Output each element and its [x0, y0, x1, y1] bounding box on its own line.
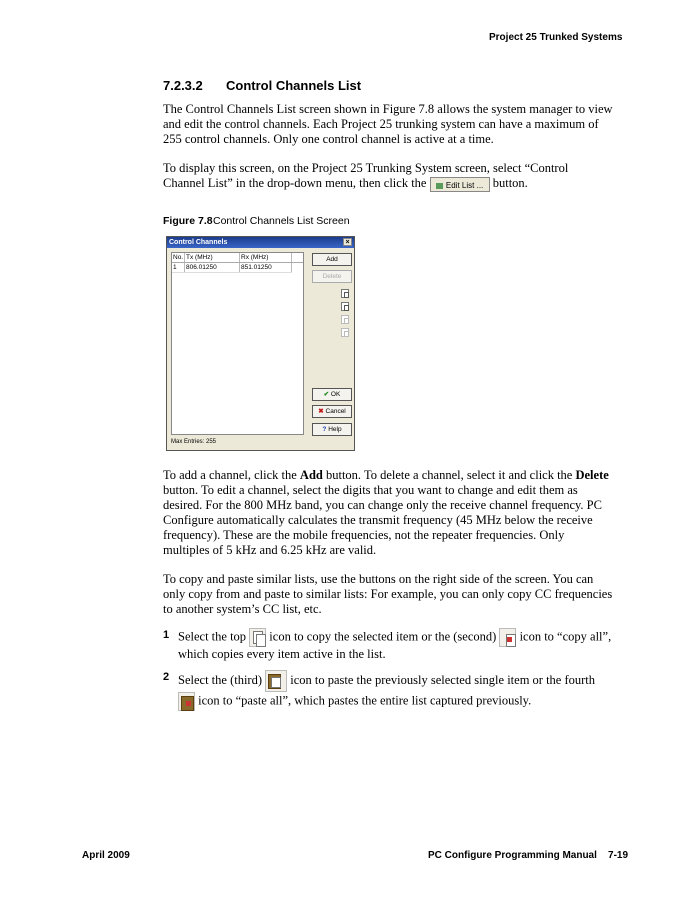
ok-button[interactable]	[312, 388, 352, 401]
delete-button[interactable]: Delete	[312, 270, 352, 283]
paste-all-icon[interactable]	[341, 328, 349, 337]
paste-icon[interactable]	[341, 315, 349, 324]
footer-page-number: 7-19	[608, 850, 629, 861]
paste-all-icon	[178, 692, 195, 711]
item1-text-a: Select the top	[178, 629, 247, 644]
list-header	[172, 253, 303, 263]
list-number: 2	[163, 671, 170, 683]
figure-caption	[163, 215, 350, 227]
list-item	[163, 670, 613, 711]
cell-tx[interactable]: 806.01250	[185, 263, 240, 272]
check-icon: ✔	[323, 391, 330, 398]
edit-list-icon	[436, 183, 443, 189]
dialog-titlebar	[167, 237, 354, 248]
paragraph-display	[163, 161, 613, 192]
item1-text-c: icon to “copy all”, which copies every item active in the list.	[178, 629, 612, 661]
p3-delete: Delete	[575, 468, 609, 482]
list-number: 1	[163, 629, 170, 641]
p3-text-c: button. To edit a channel, select the digits that you want to change and edit them as desired. For the 800 MHz band, you can change only the receive channel frequency. PC Configure automatically calculates the transmit frequency (45 MHz below the receive frequency). These are the mobile frequencies, not the repeater frequencies. Only multiples of 5 kHz and 6.25 kHz are valid.	[163, 483, 602, 557]
copy-icon[interactable]	[341, 289, 349, 298]
item2-text-a: Select the (third)	[178, 672, 262, 687]
paragraph-display-end: button.	[492, 176, 528, 190]
help-button[interactable]	[312, 423, 352, 436]
paragraph-add-delete	[163, 468, 613, 558]
column-header-no[interactable]: No.	[173, 254, 184, 261]
paragraph-intro: The Control Channels List screen shown in Figure 7.8 allows the system manager to view and edit the control channels. Each Project 25 trunking system can have a maximum of 255 control channels. Only one control channel is active at a time.	[163, 102, 613, 146]
control-channels-dialog	[166, 236, 355, 451]
cancel-label: Cancel	[325, 408, 346, 415]
item2-text-b: icon to paste the previously selected single item or the fourth	[290, 672, 596, 687]
p3-add: Add	[299, 468, 323, 482]
paste-icon	[265, 670, 287, 692]
edit-list-label: Edit List ...	[445, 180, 484, 190]
section-heading	[163, 78, 361, 93]
p3-text-a: To add a channel, click the	[163, 468, 300, 482]
list-item	[163, 628, 613, 662]
p3-text-b: button. To delete a channel, select it and click the	[322, 468, 576, 482]
section-title: Control Channels List	[226, 78, 362, 93]
footer-date: April 2009	[82, 850, 130, 861]
edit-list-button-image	[430, 177, 490, 192]
table-row[interactable]	[172, 263, 292, 273]
copy-all-icon	[499, 628, 516, 647]
footer-manual-title: PC Configure Programming Manual	[428, 850, 597, 861]
figure-title: Control Channels List Screen	[213, 215, 350, 227]
add-button[interactable]: Add	[312, 253, 352, 266]
dialog-title: Control Channels	[169, 239, 228, 246]
ok-label: OK	[330, 391, 341, 398]
paragraph-display-text: To display this screen, on the Project 25 Trunking System screen, select “Control Channel List” in the drop-down menu, then click the	[163, 161, 569, 190]
item1-text-b: icon to copy the selected item or the (second)	[269, 629, 497, 644]
channel-list[interactable]	[171, 252, 304, 435]
help-label: Help	[328, 426, 342, 433]
running-header: Project 25 Trunked Systems	[489, 32, 623, 43]
copy-icon	[249, 628, 266, 647]
figure-number: Figure 7.8	[163, 215, 213, 227]
paragraph-copy-paste: To copy and paste similar lists, use the buttons on the right side of the screen. You can only copy from and paste to similar lists: For example, you can only copy CC frequencies to another system’s CC list, etc.	[163, 572, 613, 616]
cancel-button[interactable]	[312, 405, 352, 418]
column-header-tx[interactable]: Tx (MHz)	[185, 253, 240, 262]
item2-text-c: icon to “paste all”, which pastes the entire list captured previously.	[198, 693, 532, 708]
cell-no: 1	[172, 263, 185, 272]
copy-all-icon[interactable]	[341, 302, 349, 311]
footer-manual	[428, 850, 628, 861]
cell-rx[interactable]: 851.01250	[240, 263, 292, 272]
close-icon[interactable]: ×	[343, 238, 352, 246]
column-header-rx[interactable]: Rx (MHz)	[240, 253, 292, 262]
section-number: 7.2.3.2	[163, 78, 203, 93]
max-entries-label: Max Entries: 255	[171, 439, 217, 445]
cross-icon: ✖	[318, 408, 324, 415]
help-icon: ?	[322, 426, 327, 433]
